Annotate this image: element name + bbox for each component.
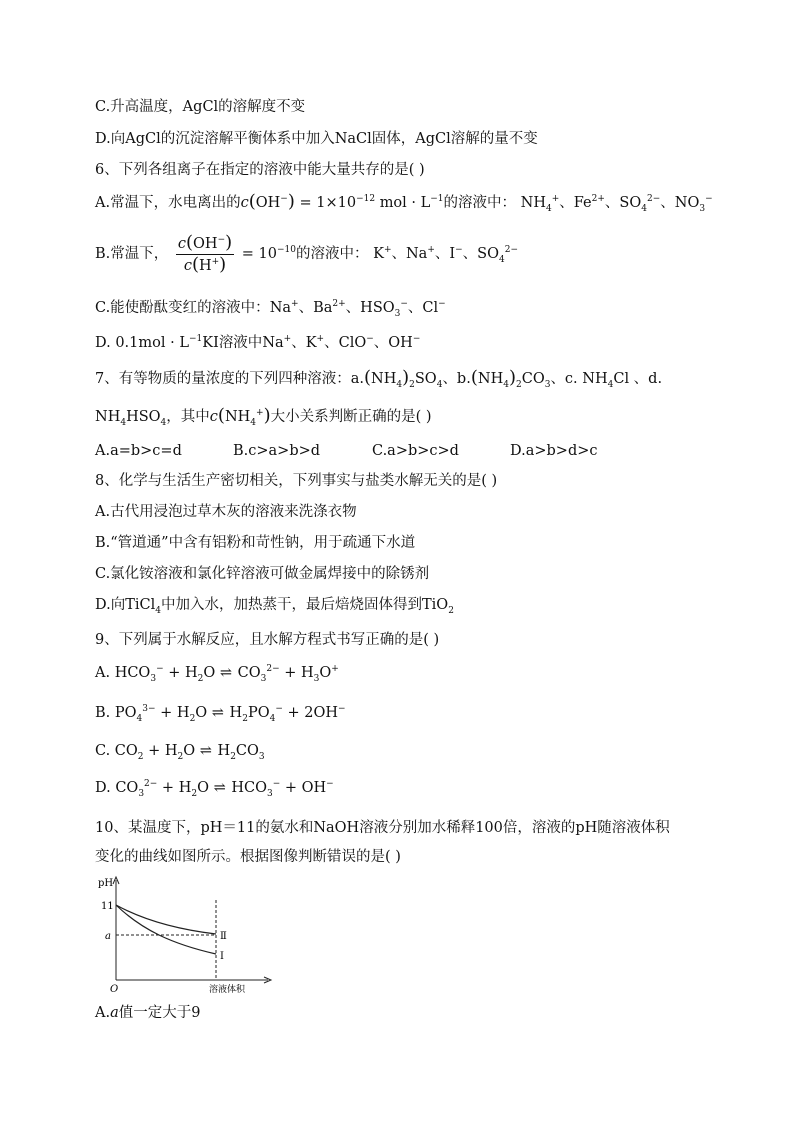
q8-option-d: D.向TiCl$_4$中加入水，加热蒸干，最后焙烧固体得到TiO$_2$ (95, 597, 454, 616)
question-9: 9、下列属于水解反应，且水解方程式书写正确的是( ) (95, 632, 440, 648)
y-tick-a: a (105, 931, 111, 942)
q6-option-c: C.能使酚酞变红的溶液中：Na+、$Ba^{2+}$、$HSO_3^-$、Cl− (95, 299, 446, 319)
q6-option-a: A.常温下，水电离出的$c(OH^-) = 1\times 10^{-12}$ mol · $L^{-1}$的溶液中： $NH_4^+$、$Fe^{2+}$、$SO_4^{2-}$、$NO_3^-$ (95, 191, 713, 214)
x-axis-label: 溶液体积 (209, 985, 246, 995)
option-c-agcl: C.升高温度，AgCl的溶解度不变 (95, 99, 306, 115)
q7-option-c: C.a>b>c>d (372, 443, 459, 459)
y-axis-label: pH (98, 878, 114, 889)
question-8: 8、化学与生活生产密切相关，下列事实与盐类水解无关的是( ) (95, 473, 498, 489)
question-7-line2: $NH_4HSO_4$，其中$c(NH_4^+)$大小关系判断正确的是( ) (95, 405, 432, 428)
fraction-oh-over-h: $\frac{c(OH^-)}{c(H^+)}$ (177, 231, 233, 275)
q10-option-a: A.a值一定大于9 (95, 1005, 201, 1021)
q7-option-b: B.c>a>b>d (233, 443, 321, 459)
q8-option-c: C.氯化铵溶液和氯化锌溶液可做金属焊接中的除锈剂 (95, 566, 430, 582)
y-tick-11: 11 (101, 901, 114, 912)
q9-option-a: A. $HCO_3^- + H_2O$ ⇌ $CO_3^{2-} + H_3O^+$ (95, 664, 339, 684)
q9-option-b: B. $PO_4^{3-} + H_2O$ ⇌ $H_2PO_4^- + 2OH^-$ (95, 704, 346, 724)
origin-label: O (110, 984, 119, 995)
q6-option-b: B.常温下， $\frac{c(OH^-)}{c(H^+)}$ = $10^{-10}$的溶液中： K+、Na+、I−、$SO_4^{2-}$ (95, 231, 518, 275)
question-7: 7、有等物质的量浓度的下列四种溶液：$a.(NH_4)_2SO_4$、$b.(NH_4)_2CO_3$、c. $NH_4Cl$ 、d. (95, 367, 663, 390)
q9-option-d: D. $CO_3^{2-} + H_2O$ ⇌ $HCO_3^- + OH^-$ (95, 779, 334, 799)
question-10-line1: 10、某温度下，pH＝11的氨水和NaOH溶液分别加水稀释100倍，溶液的pH随溶液体积 (95, 820, 670, 836)
q7-option-a: A.a=b>c=d (95, 443, 182, 459)
q8-option-b: B.“管道通”中含有铝粉和苛性钠，用于疏通下水道 (95, 535, 416, 551)
question-6: 6、下列各组离子在指定的溶液中能大量共存的是( ) (95, 162, 425, 178)
question-10-line2: 变化的曲线如图所示。根据图像判断错误的是( ) (95, 849, 401, 865)
q7-option-d: D.a>b>d>c (510, 443, 598, 459)
curve-ii (116, 905, 216, 934)
curve-ii-label: Ⅱ (220, 931, 227, 942)
q6-option-d: D. $0.1mol \cdot L^{-1}KI$溶液中Na+、K+、ClO−、OH− (95, 334, 421, 351)
ph-dilution-graph (92, 872, 277, 998)
q9-option-c: C. $CO_2 + H_2O$ ⇌ $H_2CO_3$ (95, 743, 265, 762)
curve-i-label: Ⅰ (220, 951, 224, 962)
option-d-agcl: D.向AgCl的沉淀溶解平衡体系中加入NaCl固体，AgCl溶解的量不变 (95, 131, 538, 147)
q8-option-a: A.古代用浸泡过草木灰的溶液来洗涤衣物 (95, 504, 357, 520)
